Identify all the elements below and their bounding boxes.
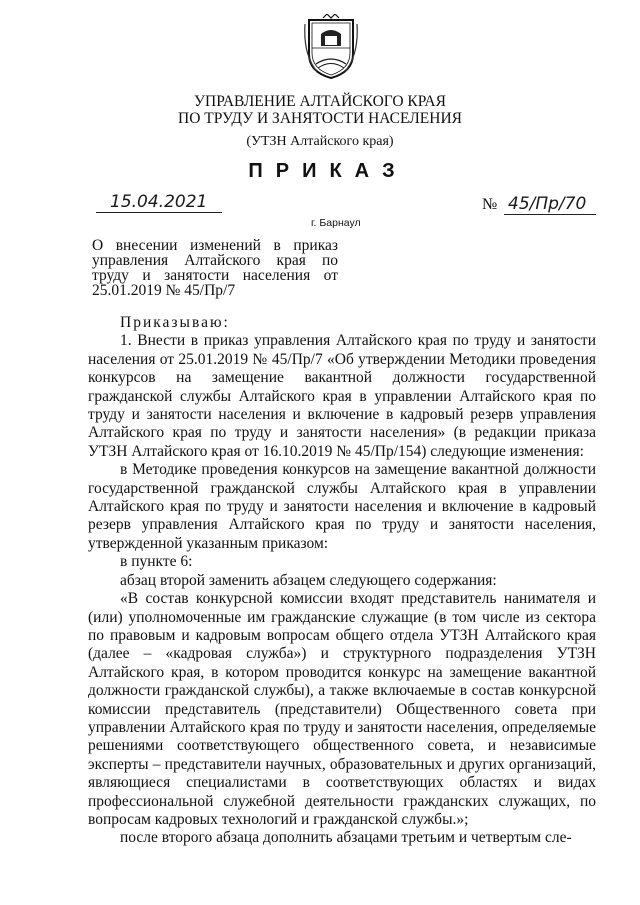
org-name-line2: ПО ТРУДУ И ЗАНЯТОСТИ НАСЕЛЕНИЯ	[178, 110, 462, 127]
document-city: г. Барнаул	[311, 217, 361, 229]
document-body	[88, 314, 596, 848]
body-paragraph: 1. Внести в приказ управления Алтайского края по труду и занятости населения от 25.01.2019 № 45/Пр/7 «Об утверждении Методики проведения конкурсов на замещение вакантной должности государственной гражданской службы Алтайского края в управлении Алтайского края по труду и занятости населения и включение в кадровый резерв управления Алтайского края по труду и занятости населения» (в редакции приказа УТЗН Алтайского края от 16.10.2019 № 45/Пр/154) следующие изменения:	[88, 332, 596, 460]
document-subject: О внесении изменений в приказ управления Алтайского края по труду и занятости населения от 25.01.2019 № 45/Пр/7	[92, 237, 338, 299]
number-label: №	[482, 196, 498, 213]
document-type-title: ПРИКАЗ	[248, 160, 408, 182]
org-name-line1: УПРАВЛЕНИЕ АЛТАЙСКОГО КРАЯ	[194, 93, 446, 110]
body-paragraph: в Методике проведения конкурсов на замещение вакантной должности государственной гражданской службы Алтайского края в управлении Алтайского края по труду и занятости населения и включение в кадровый резерв управления Алтайского края по труду и занятости населения, утвержденной указанным приказом:	[88, 461, 596, 552]
document-number: 45/Пр/70	[504, 194, 596, 215]
coat-of-arms-emblem	[303, 14, 359, 80]
document-date: 15.04.2021	[96, 192, 222, 213]
body-paragraph: после второго абзаца дополнить абзацами третьим и четвертым сле-	[120, 829, 572, 847]
body-paragraph: «В состав конкурсной комиссии входят представитель нанимателя и (или) уполномоченные им гражданские служащие (в том числе из сектора по правовым и кадровым вопросам общего отдела УТЗН Алтайского края (далее – «кадровая служба») и структурного подразделения УТЗН Алтайского края, в котором проводится конкурс на замещение вакантной должности гражданской службы), а также включаемые в состав конкурсной комиссии представитель (представители) Общественного совета при управлении Алтайского края по труду и занятости населения, определяемые решениями соответствующего общественного совета, и независимые эксперты – представители научных, образовательных и других организаций, являющиеся специалистами в соответствующих областях и видах профессиональной служебной деятельности гражданских служащих, по вопросам кадровых технологий и гражданской службы.»;	[88, 590, 596, 828]
org-short-name: (УТЗН Алтайского края)	[246, 134, 394, 149]
body-paragraph: в пункте 6:	[120, 553, 193, 571]
order-word: Приказываю:	[120, 314, 230, 331]
body-paragraph: абзац второй заменить абзацем следующего содержания:	[120, 571, 497, 589]
